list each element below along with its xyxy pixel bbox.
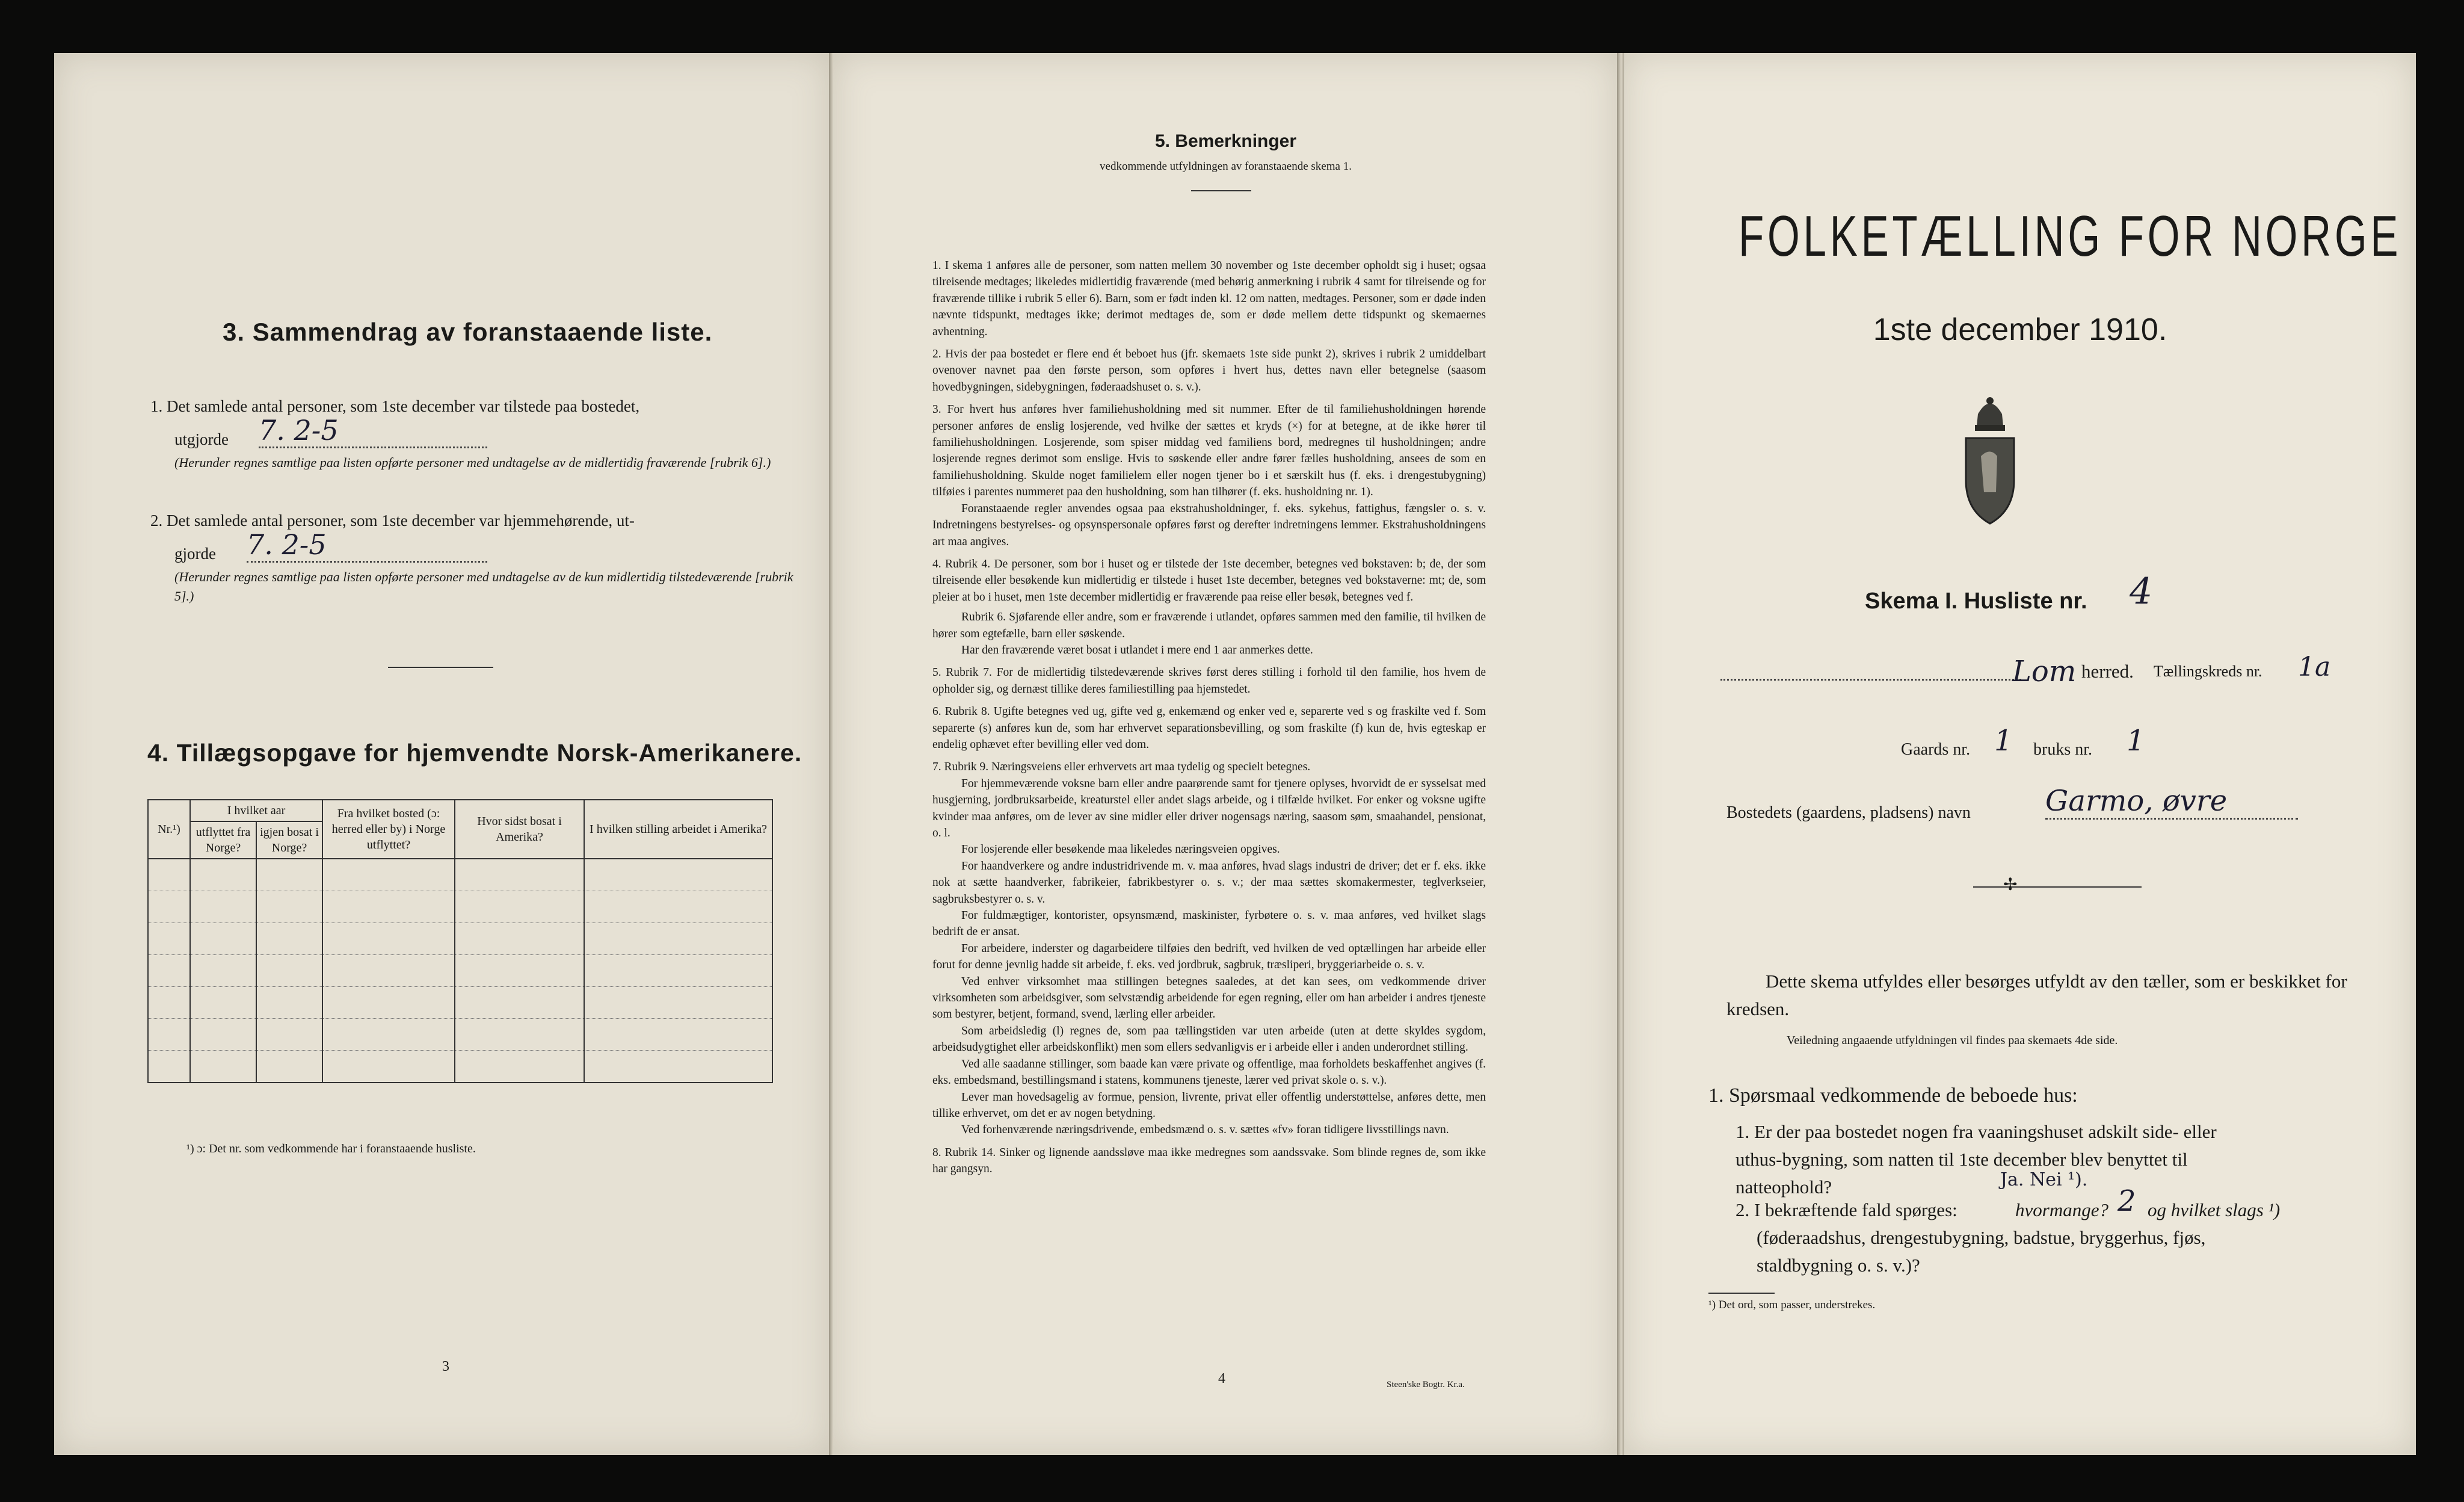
table-row <box>148 891 772 923</box>
skema-label: Skema I. Husliste nr. <box>1865 589 2087 614</box>
page-number: 4 <box>1218 1371 1225 1386</box>
page-number: 3 <box>442 1359 449 1374</box>
remark-paragraph: Ved alle saadanne stillinger, som baade kan være private og offentlige, maa forholdets beskaffenhet angives (f. eks. embedsmand, bestillingsmand i statens, kommunens tjeneste, lærer ved privat skole o. s. v.). <box>932 1057 1486 1087</box>
remark-paragraph: For hjemmeværende voksne barn eller andre paarørende samt for tjenere oplyses, hvorvidt de er sysselsat med husgjerning, jordbruksarbeide, kreaturstel eller andet slags arbeide, og i tilfælde hvilket. For enker og voksne ugifte kvinder maa anføres, om de lever av sine midler eller driver nogensags næring, saasom søm, smaahandel, pensionat, o. l. <box>932 777 1486 839</box>
item1-value: 7. 2-5 <box>259 414 487 448</box>
bruks-value: 1 <box>2127 724 2145 758</box>
remark-paragraph: 3. For hvert hus anføres hver familiehusholdning med sit nummer. Efter de til familiehusholdningen hørende personer anføres de enslig losjerende, ved hvilke der sættes et kryds (×) for at betegne, at de ikke hører til familiehusholdningen. Losjerende, som spiser middag ved familiens bord, medregnes til husholdningen; andre losjerende regnes derimot som enslige. Hvis to søskende eller andre fører fælles husholdning, ansees de som en familiehusholdning. Skulde noget familielem eller nogen tjener bo i et særskilt hus (f. eks. i drengestubygning) tilføies i parentes nummeret paa den husholdning, som han tilhører (f. eks. husholdning nr. 1). <box>932 403 1486 499</box>
divider <box>1973 886 2142 888</box>
gaards-value: 1 <box>1994 724 2013 758</box>
instruction-text: Dette skema utfyldes eller besørges utfyldt av den tæller, som er beskikket for kredsen. <box>1726 971 2347 1019</box>
remark-paragraph: Foranstaaende regler anvendes ogsaa paa ekstrahusholdninger, f. eks. sykehus, fattighus, fængsler o. s. v. Indretningens bestyrelses- og opsynspersonale opføres først og derefter indretningens lemmer. Ekstrahusholdningens art maa angives. <box>932 502 1486 548</box>
question-2-options: (føderaadshus, drengestubygning, badstue, bryggerhus, fjøs, staldbygning o. s. v.)? <box>1757 1227 2206 1276</box>
remark-paragraph: 8. Rubrik 14. Sinker og lignende aandssløve maa ikke medregnes som aandssvake. Som blinde regnes de, som ikke har gangsyn. <box>932 1146 1486 1176</box>
herred-line <box>1720 679 2021 681</box>
remarks-body <box>932 258 1486 1178</box>
herred-label: herred. <box>2081 661 2134 682</box>
remark-paragraph: 6. Rubrik 8. Ugifte betegnes ved ug, gifte ved g, enkemænd og enker ved e, separerte ved s og fraskilte ved f. Som separerte (s) anføres kun de, som har erhvervet separationsbevilling, og som fraskilte (f) kun de, hvis egteskap er endelig ophævet efter bevilling eller ved dom. <box>932 705 1486 751</box>
divider <box>1708 1293 1775 1294</box>
table-row <box>148 859 772 891</box>
remark-paragraph: Lever man hovedsagelig av formue, pension, livrente, privat eller offentlig understøttelse, anføres dette, men tillike erhvervet, om det er av nogen betydning. <box>932 1090 1486 1120</box>
page-middle <box>833 53 1618 1455</box>
remark-paragraph: Har den fraværende været bosat i utlandet i mere end 1 aar anmerkes dette. <box>961 643 1313 657</box>
table-row <box>148 1019 772 1051</box>
remark-paragraph: Ved enhver virksomhet maa stillingen betegnes saaledes, at det kan sees, om vedkommende driver virksomheten som arbeidsgiver, som selvstændig arbeidende for egen regning, eller om han arbeider i andres tjeneste som bestyrer, betjent, formand, svend, lærling eller arbeider. <box>932 975 1486 1021</box>
remark-paragraph: 2. Hvis der paa bostedet er flere end ét beboet hus (jfr. skemaets 1ste side punkt 2), skrives i rubrik 2 umiddelbart ovenover navnet paa den første person, som opføres i hvert hus, dettes navn eller betegnelse (saasom hovedbygningen, sidebygningen, føderaadshuset o. s. v.). <box>932 348 1486 394</box>
table-footnote: ¹) ɔ: Det nr. som vedkommende har i foranstaaende husliste. <box>186 1142 476 1155</box>
question-2-slags: og hvilket slags ¹) <box>2148 1199 2281 1220</box>
item2-value: 7. 2-5 <box>247 528 487 563</box>
section3-title: 3. Sammendrag av foranstaaende liste. <box>223 318 713 346</box>
herred-value: Lom <box>2012 655 2077 688</box>
remark-paragraph: Som arbeidsledig (l) regnes de, som paa tællingstiden var uten arbeide (uten at dette skyldes sygdom, arbeidsudygtighet eller arbeidskonflikt) men som ellers sedvanligvis er i arbeide eller i anden underordnet stilling. <box>932 1024 1486 1054</box>
ornament-icon: ✢ <box>2003 876 2018 894</box>
kreds-label: Tællingskreds nr. <box>2154 663 2262 680</box>
remark-paragraph: Rubrik 6. Sjøfarende eller andre, som er fraværende i utlandet, opføres sammen med den familie, til hvilken de hører som egtefælle, barn eller søskende. <box>932 611 1486 640</box>
table-row <box>148 923 772 955</box>
item2-text: 2. Det samlede antal personer, som 1ste december var hjemmehørende, ut- <box>150 511 635 530</box>
question-2-hvormange: hvormange? <box>2015 1199 2108 1220</box>
item2-label: gjorde <box>174 545 216 563</box>
question-2-lead: 2. I bekræftende fald spørges: <box>1736 1199 1957 1220</box>
header-stilling-amerika: I hvilken stilling arbeidet i Amerika? <box>584 800 772 859</box>
gaards-label: Gaards nr. <box>1901 740 1971 759</box>
question-2-count: 2 <box>2118 1184 2136 1218</box>
census-date: 1ste december 1910. <box>1873 312 2167 347</box>
husliste-number: 4 <box>2130 570 2153 613</box>
item1-label: utgjorde <box>174 430 229 448</box>
header-nr: Nr.¹) <box>148 800 190 859</box>
remark-paragraph: 5. Rubrik 7. For de midlertidig tilstedeværende skrives først deres stilling i forhold til den familie, hos hvem de opholder sig, og dernæst tillike deres familiestilling paa hjemstedet. <box>932 666 1486 696</box>
remark-paragraph: For fuldmægtiger, kontorister, opsynsmænd, maskinister, fyrbøtere o. s. v. maa anføres, ved hvilket slags bedrift de er ansat. <box>932 909 1486 939</box>
header-bosted-norge: Fra hvilket bosted (ɔ: herred eller by) i Norge utflyttet? <box>322 800 455 859</box>
remark-paragraph: For losjerende eller besøkende maa likeledes næringsveien opgives. <box>961 843 1280 856</box>
section4-title: 4. Tillægsopgave for hjemvendte Norsk-Amerikanere. <box>147 739 802 767</box>
header-bosat-amerika: Hvor sidst bosat i Amerika? <box>455 800 584 859</box>
page-footnote: ¹) Det ord, som passer, understrekes. <box>1708 1299 1876 1311</box>
header-group-year: I hvilket aar <box>190 800 322 821</box>
question-1-answer: Ja. Nei ¹). <box>2000 1169 2088 1190</box>
bruks-label: bruks nr. <box>2033 740 2092 759</box>
remark-paragraph: 4. Rubrik 4. De personer, som bor i huset og er tilstede der 1ste december, betegnes ved bokstaven: b; de, der som tilreisende eller besøkende kun midlertidig er tilstede i huset 1ste december, betegnes ved bokstaverne: mt; de, som pleier at bo i huset, men 1ste december midlertidig er fraværende paa reise eller besøk, betegnes ved f. <box>932 557 1486 604</box>
remark-paragraph: Ved forhenværende næringsdrivende, embedsmænd o. s. v. sættes «fv» foran tidligere livsstillings navn. <box>961 1123 1449 1137</box>
instruction-note: Veiledning angaaende utfyldningen vil findes paa skemaets 4de side. <box>1787 1034 2118 1047</box>
item1-note: (Herunder regnes samtlige paa listen opførte personer med undtagelse av de midlertidig fraværende [rubrik 6].) <box>174 455 771 470</box>
kreds-value: 1a <box>2298 652 2331 682</box>
table-row <box>148 955 772 987</box>
remarks-subtitle: vedkommende utfyldningen av foranstaaende skema 1. <box>1100 160 1352 173</box>
bosted-value: Garmo, øvre <box>2045 784 2298 820</box>
page-right <box>1624 53 2416 1455</box>
remarks-title: 5. Bemerkninger <box>1154 131 1297 151</box>
remark-paragraph: For arbeidere, inderster og dagarbeidere tilføies den bedrift, ved hvilken de ved optællingen har arbeide eller forut for denne jevnlig hadde sit arbeide, f. eks. ved jordbruk, sagbruk, træsliperi, bryggeriarbeide o. s. v. <box>932 942 1486 972</box>
item2-note: (Herunder regnes samtlige paa listen opførte personer med undtagelse av de kun midlertidig tilstedeværende [rubrik 5].) <box>174 569 793 604</box>
item1-text: 1. Det samlede antal personer, som 1ste december var tilstede paa bostedet, <box>150 397 640 415</box>
norsk-amerikanere-table <box>147 799 773 1083</box>
coat-of-arms-icon <box>1954 390 2026 528</box>
header-utflyttet: utflyttet fra Norge? <box>190 821 256 859</box>
page-left <box>54 53 830 1455</box>
remark-paragraph: 1. I skema 1 anføres alle de personer, som natten mellem 30 november og 1ste december opholdt sig i huset; ogsaa tilreisende medtages; likeledes midlertidig fraværende (med behørig anmerkning i rubrik 4 samt for tilreisende og for fraværende tillike i rubrik 5 eller 6). Barn, som er født inden kl. 12 om natten, medtages. Personer, som er døde inden nævnte tidspunkt, medtages ikke; derimot medtages de, som er døde mellem dette tidspunkt og skemaernes avhentning. <box>932 259 1486 338</box>
remark-paragraph: For haandverkere og andre industridrivende m. v. maa anføres, hvad slags industri de driver; det er f. eks. ikke nok at sætte haandverker, fabrikeier, fabrikbestyrer o. s. v.; der maa sættes skomakermester, teglverkseier, sagbruksbestyrer o. s. v. <box>932 859 1486 906</box>
divider <box>388 667 493 668</box>
table-row <box>148 1051 772 1083</box>
bosted-label: Bostedets (gaardens, pladsens) navn <box>1726 803 1971 822</box>
printer-credit: Steen'ske Bogtr. Kr.a. <box>1387 1380 1465 1389</box>
header-igjen-bosat: igjen bosat i Norge? <box>256 821 322 859</box>
remark-paragraph: 7. Rubrik 9. Næringsveiens eller erhvervets art maa tydelig og specielt betegnes. <box>932 761 1311 774</box>
question-1: 1. Er der paa bostedet nogen fra vaaningshuset adskilt side- eller uthus-bygning, som natten til 1ste december blev benyttet til natteophold? <box>1736 1121 2217 1198</box>
table-row <box>148 987 772 1019</box>
divider <box>1191 190 1251 191</box>
main-title: FOLKETÆLLING FOR NORGE <box>1739 204 2402 268</box>
questions-heading: 1. Spørsmaal vedkommende de beboede hus: <box>1708 1084 2078 1107</box>
